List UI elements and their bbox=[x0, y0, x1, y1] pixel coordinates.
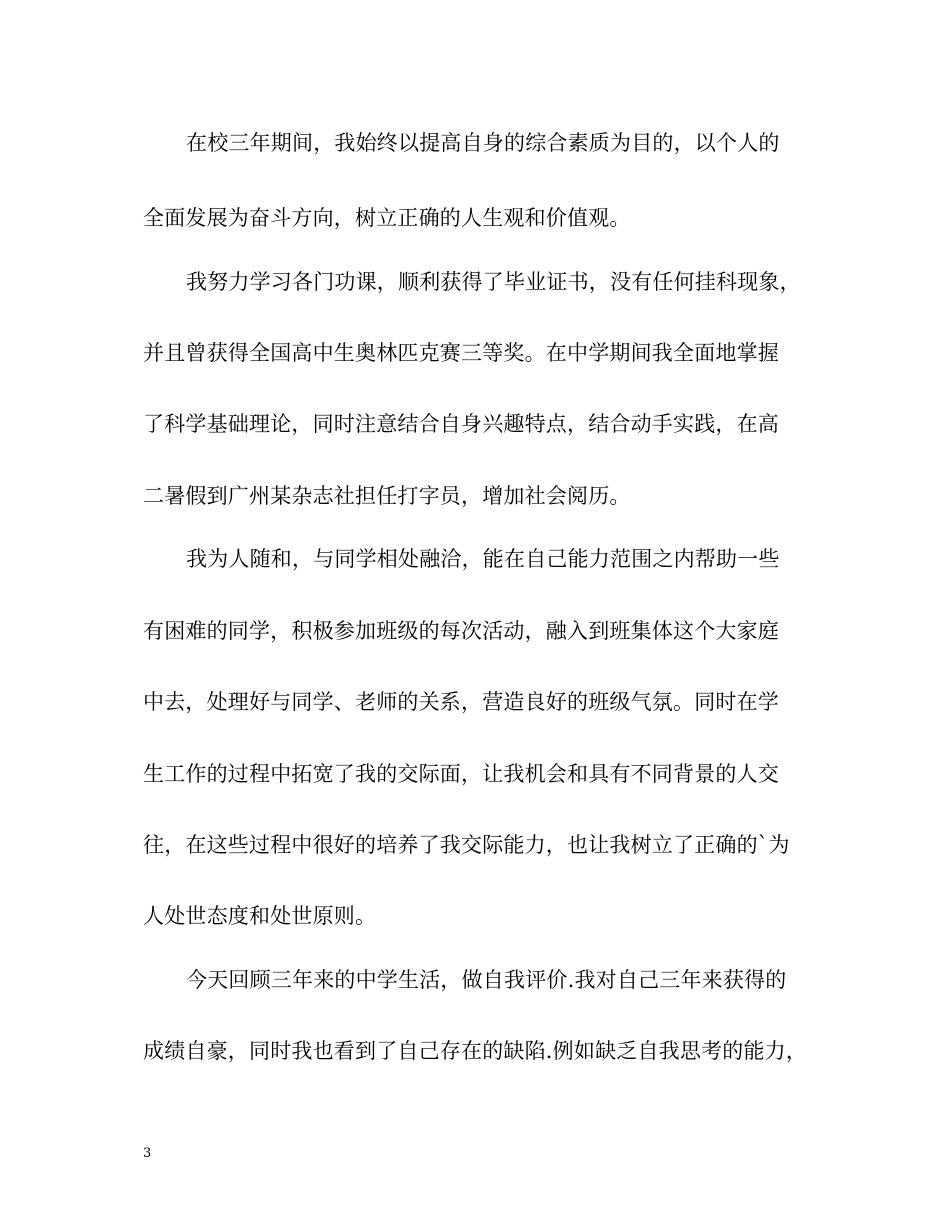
paragraph-3-line-6: 人处世态度和处世原则。 bbox=[143, 904, 377, 928]
paragraph-3-line-5: 往，在这些过程中很好的培养了我交际能力，也让我树立了正确的`为 bbox=[143, 833, 790, 857]
paragraph-2-line-3: 了科学基础理论，同时注意结合自身兴趣特点，结合动手实践，在高 bbox=[143, 412, 779, 436]
paragraph-2-line-1: 我努力学习各门功课，顺利获得了毕业证书，没有任何挂科现象， bbox=[186, 270, 801, 294]
paragraph-4-line-1: 今天回顾三年来的中学生活，做自我评价.我对自己三年来获得的 bbox=[186, 968, 787, 992]
paragraph-3-line-4: 生工作的过程中拓宽了我的交际面，让我机会和具有不同背景的人交 bbox=[143, 762, 779, 786]
paragraph-4-line-2: 成绩自豪，同时我也看到了自己存在的缺陷.例如缺乏自我思考的能力， bbox=[143, 1039, 808, 1063]
paragraph-3-line-2: 有困难的同学，积极参加班级的每次活动，融入到班集体这个大家庭 bbox=[143, 619, 779, 643]
paragraph-2-line-2: 并且曾获得全国高中生奥林匹克赛三等奖。在中学期间我全面地掌握 bbox=[143, 341, 779, 365]
paragraph-2-line-4: 二暑假到广州某杂志社担任打字员，增加社会阅历。 bbox=[143, 484, 631, 508]
paragraph-3-line-3: 中去，处理好与同学、老师的关系，营造良好的班级气氛。同时在学 bbox=[143, 690, 779, 714]
paragraph-1-line-2: 全面发展为奋斗方向，树立正确的人生观和价值观。 bbox=[143, 206, 631, 230]
page-number: 3 bbox=[143, 1146, 152, 1161]
paragraph-3-line-1: 我为人随和，与同学相处融洽，能在自己能力范围之内帮助一些 bbox=[186, 547, 780, 571]
paragraph-1-line-1: 在校三年期间，我始终以提高自身的综合素质为目的，以个人的 bbox=[186, 131, 780, 155]
